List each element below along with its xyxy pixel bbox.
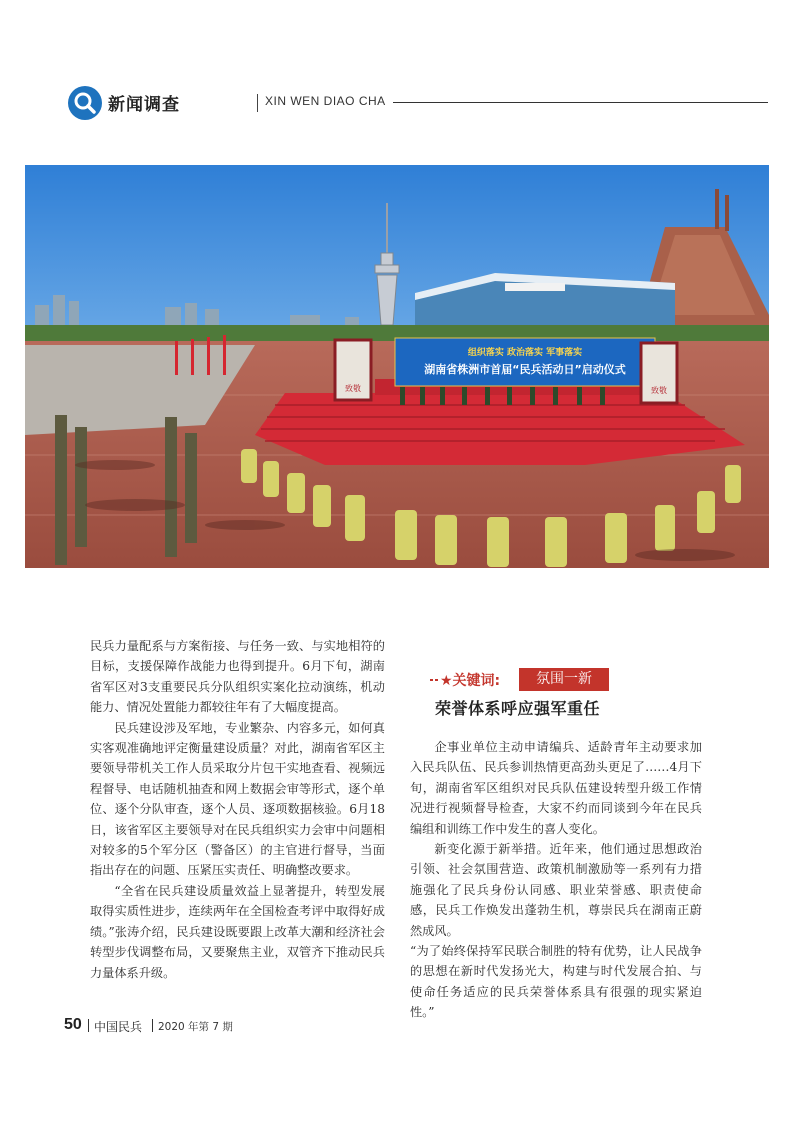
issue-label: 2020 年第 7 期: [158, 1021, 233, 1033]
side-board-left: [335, 340, 371, 400]
right-paragraph-2: 新变化源于新举措。近年来，他们通过思想政治引领、社会氛围营造、政策机制激励等一系列有力措施强化了民兵身份认同感、职业荣誉感、职责使命感，民兵工作焕发出蓬勃生机，尊崇民兵在湖南正蔚然成风。: [410, 842, 702, 938]
page-number: 50: [64, 1016, 82, 1033]
header-divider: [257, 94, 258, 112]
magazine-name: 中国民兵: [94, 1020, 143, 1034]
keyword-box: [430, 668, 710, 692]
board-left-label: 致敬: [345, 384, 361, 393]
banner-line2: 湖南省株洲市首届“民兵活动日”启动仪式: [424, 363, 626, 376]
section-header: [68, 86, 768, 120]
keyword-dash: [430, 679, 440, 681]
right-column: [410, 737, 702, 1023]
right-paragraph-3: “为了始终保持军民联合制胜的特有优势，让人民战争的思想在新时代发扬光大，构建与时代发展合拍、与使命任务适应的民兵荣誉体系具有很强的现实紧迫性。”: [410, 944, 702, 1020]
left-paragraph-1: 民兵力量配系与方案衔接、与任务一致、与实地相符的目标，支援保障作战能力也得到提升。6月下旬，湖南省军区对3支重要民兵分队组织实案化拉动演练，机动能力、情况处置能力都较往年有了大幅度提高。: [90, 639, 385, 715]
footer-divider: [152, 1019, 153, 1032]
subheading: 荣誉体系呼应强军重任: [435, 699, 601, 718]
keyword-label: ★关键词:: [440, 673, 501, 689]
header-rule: [393, 102, 768, 103]
section-title: 新闻调查: [108, 95, 180, 115]
left-column: [90, 636, 385, 983]
board-right-label: 致敬: [651, 386, 667, 395]
section-pinyin: XIN WEN DIAO CHA: [265, 94, 386, 108]
magnifier-icon: [68, 86, 102, 120]
right-paragraph-1: 企事业单位主动申请编兵、适龄青年主动要求加入民兵队伍、民兵参训热情更高劲头更足了……4月下旬，湖南省军区组织对民兵队伍建设转型升级工作情况进行视频督导检查，大家不约而同谈到今年在民兵编组和训练工作中发生的喜人变化。: [410, 740, 702, 836]
left-paragraph-2: 民兵建设涉及军地，专业繁杂、内容多元，如何真实客观准确地评定衡量建设质量？对此，湖南省军区主要领导带机关工作人员采取分片包干实地查看、视频远程督导、电话随机抽查和网上数据会审等形式，逐个单位、逐个分队审查，逐个人员、逐项数据核验。6月18日，该省军区主要领导对在民兵组织实力会审中问题相对较多的5个军分区（警备区）的主官进行督导，当面指出存在的问题、压紧压实责任、明确整改要求。: [90, 720, 385, 878]
ceremony-scene: [25, 165, 769, 568]
keyword-tag: 氛围一新: [519, 668, 609, 691]
left-paragraph-3: “全省在民兵建设质量效益上显著提升，转型发展取得实质性进步，连续两年在全国检查考评中取得好成绩。”张涛介绍，民兵建设既要跟上改革大潮和经济社会转型步伐调整布局，又要聚焦主业，双管齐下推动民兵力量体系升级。: [90, 883, 385, 980]
banner-line1: 组织落实 政治落实 军事落实: [467, 348, 583, 358]
footer-divider: [88, 1019, 89, 1032]
side-board-right: [641, 343, 677, 403]
ceremony-banner: [395, 338, 655, 386]
event-photo: [25, 165, 769, 568]
